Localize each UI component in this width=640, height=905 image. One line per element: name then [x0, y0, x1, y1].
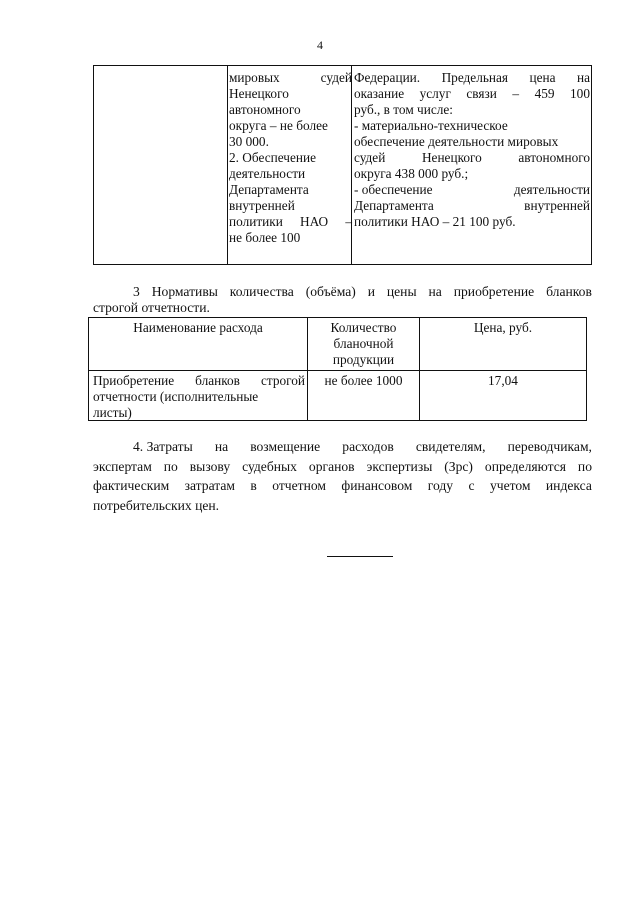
section-4-paragraph — [93, 437, 592, 515]
cell-line: Департамента — [229, 182, 309, 197]
cell-line: автономного — [229, 102, 301, 117]
paragraph-line: экспертам по вызову судебных органов экспертизы (Зрс) определяются по — [93, 458, 592, 474]
table-cell-quantity: не более 1000 — [324, 373, 403, 388]
table-cell-expense-name: Приобретение бланков строгой отчетности (исполнительные листы) — [93, 373, 305, 420]
cell-line: политики НАО – 21 100 руб. — [354, 214, 516, 229]
cell-line: руб., в том числе: — [354, 102, 453, 117]
table-header-cell: Количество бланочной продукции — [330, 320, 397, 367]
cell-line: деятельности — [229, 166, 306, 181]
continuation-table — [93, 65, 592, 265]
cell-line: политики НАО – — [229, 214, 352, 229]
table-column-divider — [227, 66, 228, 264]
cell-line: обеспечение деятельности мировых — [354, 134, 559, 149]
cell-line: Федерации. Предельная цена на — [354, 70, 590, 85]
continuation-table-cell-prices — [354, 70, 590, 230]
cell-line: округа – не более — [229, 118, 328, 133]
cell-line: - обеспечение деятельности — [354, 182, 590, 197]
cell-line: внутренней — [229, 198, 295, 213]
cell-line: Ненецкого — [229, 86, 289, 101]
cell-line: округа 438 000 руб.; — [354, 166, 469, 181]
norm-table — [88, 317, 587, 421]
table-cell-price: 17,04 — [488, 373, 518, 388]
paragraph-line: фактическим затратам в отчетном финансовом году с учетом индекса — [93, 478, 592, 494]
cell-line: судей Ненецкого автономного — [354, 150, 590, 165]
paragraph-line: строгой отчетности. — [93, 300, 210, 315]
paragraph-line: 4. Затраты на возмещение расходов свидетелям, переводчикам, — [133, 439, 592, 454]
cell-line: 2. Обеспечение — [229, 150, 317, 165]
cell-line: оказание услуг связи – 459 100 — [354, 86, 590, 101]
page-number: 4 — [317, 38, 323, 52]
section-3-heading — [93, 284, 592, 316]
paragraph-line: 3 Нормативы количества (объёма) и цены на приобретение бланков — [133, 284, 592, 299]
cell-line: мировых судей — [229, 70, 352, 85]
cell-line: Департамента внутренней — [354, 198, 590, 213]
cell-line: 30 000. — [229, 134, 269, 149]
cell-line: - материально-техническое — [354, 118, 508, 133]
table-header-cell: Цена, руб. — [473, 320, 533, 335]
cell-line: не более 100 — [229, 230, 301, 245]
continuation-table-cell-norms — [229, 70, 352, 246]
table-row-divider — [89, 370, 586, 371]
end-separator-line — [327, 556, 393, 557]
paragraph-line: потребительских цен. — [93, 497, 220, 513]
table-header-cell: Наименование расхода — [133, 320, 263, 335]
